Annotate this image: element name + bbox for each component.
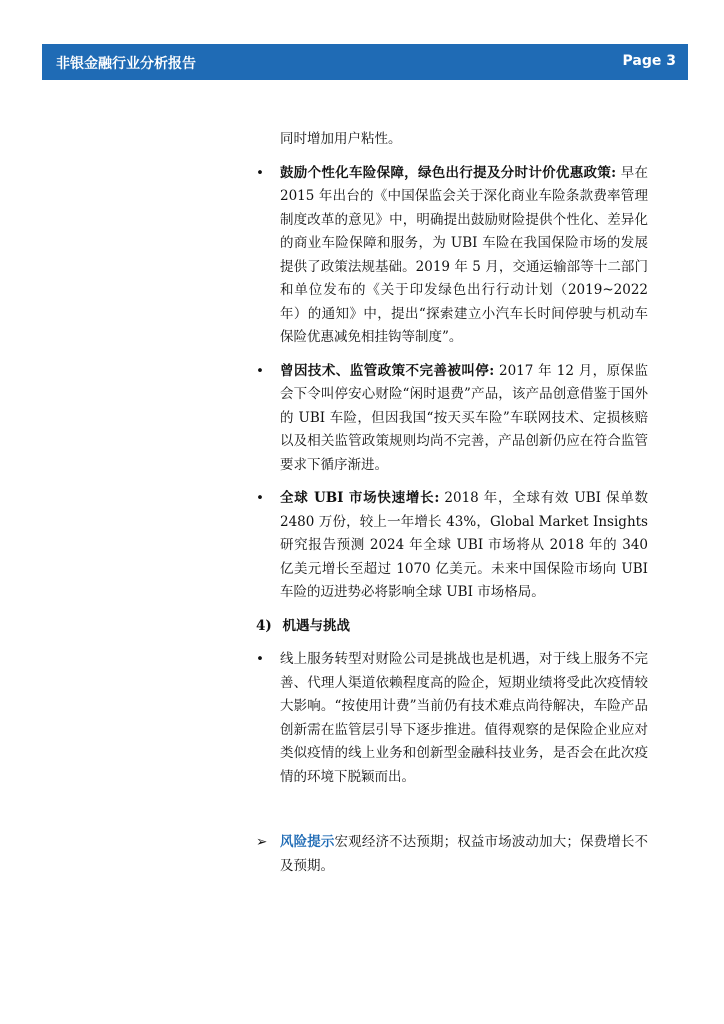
section-heading bbox=[256, 615, 648, 639]
bullet-text: 2018 年，全球有效 UBI 保单数 2480 万份，较上一年增长 43%，Global Market Insights 研究报告预测 2024 年全球 UBI 市场将从 2018 年的 340 亿美元增长至超过 1070 亿美元。未来中国保险市场向 UBI 车险的迈进势必将影响全球 UBI 市场格局。 bbox=[280, 490, 649, 600]
bullet-text: 早在 2015 年出台的《中国保监会关于深化商业车险条款费率管理制度改革的意见》中，明确提出鼓励财险提供个性化、差异化的商业车险保障和服务，为 UBI 车险在我国保险市场的发展提供了政策法规基础。2019 年 5 月，交通运输部等十二部门和单位发布的《关于印发绿色出行行动计划（2019~2022 年）的通知》中，提出“探索建立小汽车长时间停驶与机动车保险优惠减免相挂钩等制度”。 bbox=[280, 164, 648, 345]
risk-label: 风险提示 bbox=[280, 834, 335, 850]
report-title: 非银金融行业分析报告 bbox=[56, 56, 196, 72]
document-body bbox=[256, 128, 648, 878]
arrow-icon: ➢ bbox=[256, 834, 268, 850]
bullet-item-opportunity bbox=[256, 648, 648, 789]
bullet-item-policy bbox=[256, 162, 648, 350]
bullet-item-suspended bbox=[256, 360, 648, 478]
bullet-heading: 鼓励个性化车险保障，绿色出行提及分时计价优惠政策: bbox=[280, 164, 617, 181]
bullet-icon: • bbox=[256, 164, 264, 181]
continuation-text: 同时增加用户粘性。 bbox=[280, 131, 402, 147]
bullet-icon: • bbox=[256, 362, 264, 379]
bullet-text: 线上服务转型对财险公司是挑战也是机遇，对于线上服务不完善、代理人渠道依赖程度高的险企，短期业绩将受此次疫情较大影响。“按使用计费”当前仍有技术难点尚待解决，车险产品创新需在监管层引导下逐步推进。值得观察的是保险企业应对类似疫情的线上业务和创新型金融科技业务，是否会在此次疫情的环境下脱颖而出。 bbox=[280, 651, 648, 785]
risk-text: 宏观经济不达预期；权益市场波动加大；保费增长不及预期。 bbox=[280, 834, 649, 874]
bullet-icon: • bbox=[256, 490, 264, 506]
risk-warning bbox=[256, 831, 648, 878]
section-number: 4) bbox=[256, 617, 272, 634]
section-title: 机遇与挑战 bbox=[282, 617, 350, 634]
bullet-icon: • bbox=[256, 651, 264, 667]
bullet-heading: 全球 UBI 市场快速增长: bbox=[280, 490, 440, 506]
bullet-item-global-ubi bbox=[256, 487, 648, 605]
bullet-heading: 曾因技术、监管政策不完善被叫停: bbox=[280, 362, 495, 379]
page-number: Page 3 bbox=[622, 53, 676, 69]
page-header bbox=[42, 44, 688, 80]
bullet-text: 2017 年 12 月，原保监会下令叫停安心财险“闲时退费”产品，该产品创意借鉴于国外的 UBI 车险，但因我国“按天买车险”车联网技术、定损核赔以及相关监管政策规则均尚不完善，产品创新仍应在符合监管要求下循序渐进。 bbox=[280, 362, 649, 473]
